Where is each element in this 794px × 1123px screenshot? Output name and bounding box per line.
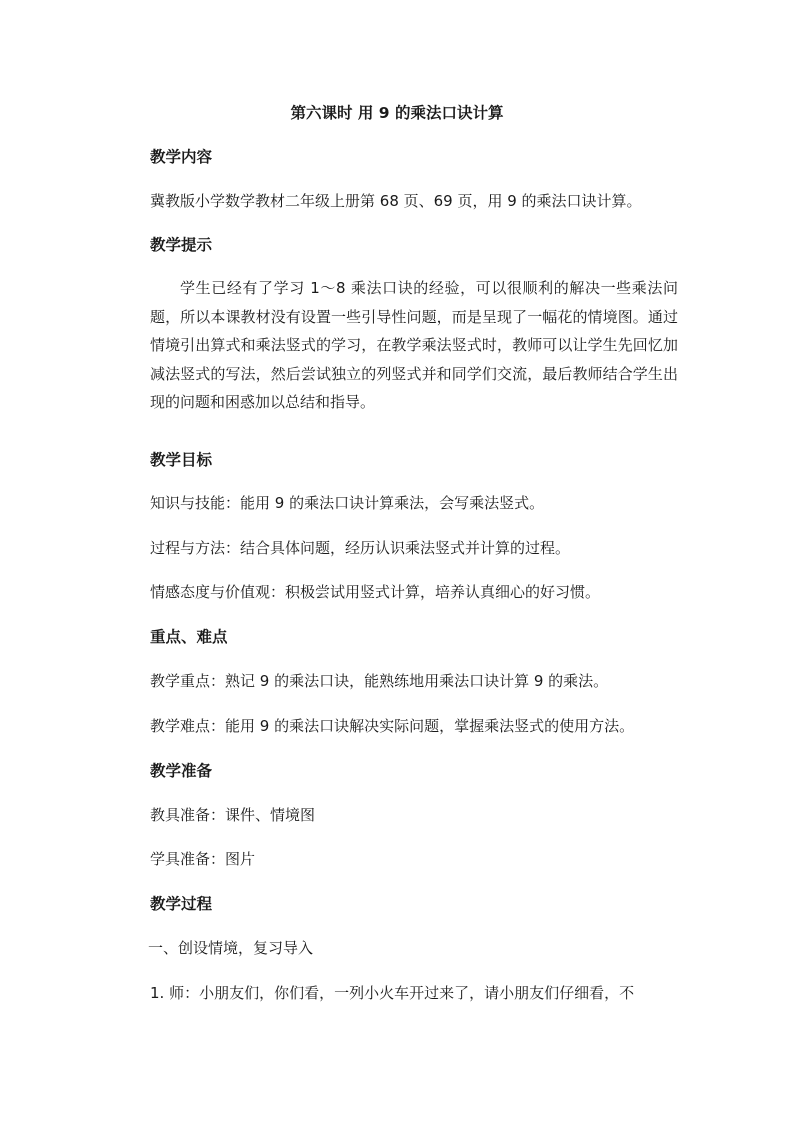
goal-item: 情感态度与价值观：积极尝试用竖式计算，培养认真细心的好习惯。 (150, 583, 601, 601)
section-heading-preparation: 教学准备 (150, 762, 213, 780)
content-text: 冀教版小学数学教材二年级上册第 68 页、69 页，用 9 的乘法口诀计算。 (150, 192, 642, 210)
hint-paragraph: 学生已经有了学习 1～8 乘法口诀的经验，可以很顺利的解决一些乘法问题，所以本课教材没有设置一些引导性问题，而是呈现了一幅花的情境图。通过情境引出算式和乘法竖式的学习，在教学乘法竖式时，教师可以让学生先回忆加减法竖式的写法，然后尝试独立的列竖式并和同学们交流，最后教师结合学生出现的问题和困惑加以总结和指导。 (150, 279, 678, 412)
preparation-item: 教具准备：课件、情境图 (150, 806, 316, 824)
key-point-item: 教学难点：能用 9 的乘法口诀解决实际问题，掌握乘法竖式的使用方法。 (150, 717, 635, 735)
section-heading-process: 教学过程 (150, 895, 213, 913)
key-point-item: 教学重点：熟记 9 的乘法口诀，能熟练地用乘法口诀计算 9 的乘法。 (150, 672, 609, 690)
section-heading-hint: 教学提示 (150, 236, 213, 254)
section-heading-key-points: 重点、难点 (150, 628, 228, 646)
goal-item: 过程与方法：结合具体问题，经历认识乘法竖式并计算的过程。 (150, 539, 571, 557)
section-heading-content: 教学内容 (150, 148, 213, 166)
preparation-item: 学具准备：图片 (150, 850, 256, 868)
document-title: 第六课时 用 9 的乘法口诀计算 (290, 104, 504, 122)
section-heading-goals: 教学目标 (150, 451, 213, 469)
goal-item: 知识与技能：能用 9 的乘法口诀计算乘法，会写乘法竖式。 (150, 494, 545, 512)
process-step-title: 一、创设情境，复习导入 (148, 939, 314, 957)
process-step-text: 1. 师：小朋友们，你们看，一列小火车开过来了，请小朋友们仔细看，不 (150, 984, 635, 1002)
